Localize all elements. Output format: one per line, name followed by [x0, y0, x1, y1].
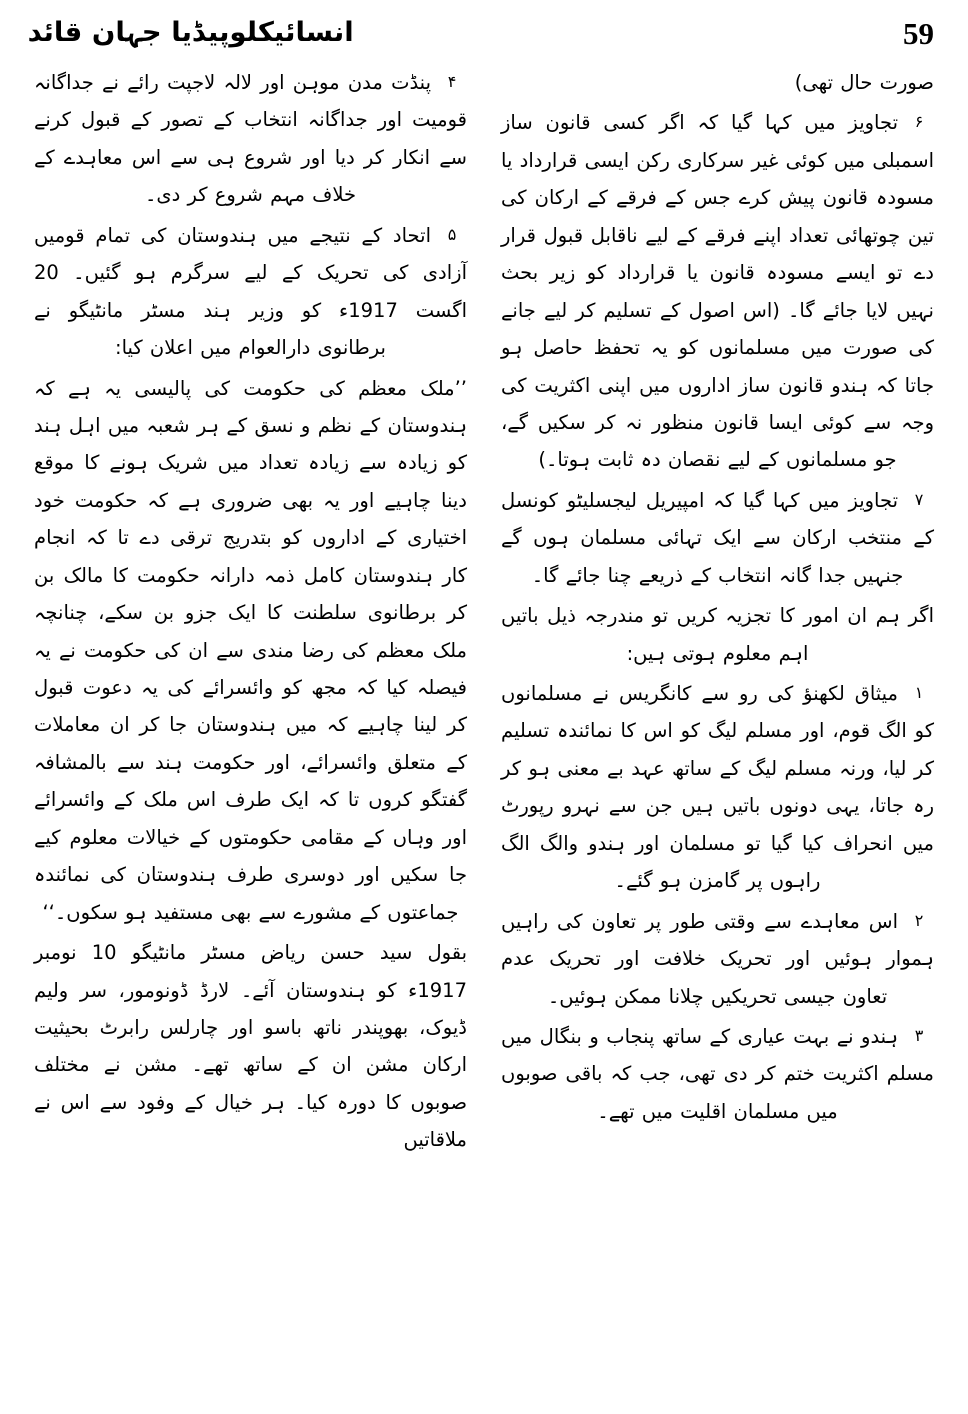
list-marker: ۳	[914, 1025, 924, 1045]
paragraph-continuation	[501, 64, 934, 101]
list-marker: ۱	[914, 683, 924, 702]
paragraph-text: تجاویز میں کہا گیا کہ امپیریل لیجسلیٹو کونسل کے منتخب ارکان سے ایک تہائی مسلمان ہوں گے جنہیں جدا گانہ انتخاب کے ذریعے چنا جائے گا۔	[501, 488, 934, 587]
paragraph-item-7	[501, 482, 934, 594]
paragraph-point-2	[501, 903, 934, 1015]
list-marker: ۶	[914, 112, 924, 132]
paragraph-item-6	[501, 104, 934, 478]
paragraph-text: اگر ہم ان امور کا تجزیہ کریں تو مندرجہ ذیل باتیں اہم معلوم ہوتی ہیں:	[501, 604, 934, 665]
column-right	[501, 64, 934, 1400]
paragraph-text: بقول سید حسن ریاض مسٹر مانٹیگو 10 نومبر 1917ء کو ہندوستان آئے۔ لارڈ ڈونومور، سر ولیم ڈیوک، بھوپندر ناتھ باسو اور چارلس رابرٹ بحیثیت ارکان مشن ان کے ساتھ تھے۔ مشن نے مختلف صوبوں کا دورہ کیا۔ ہر خیال کے وفود سے اس نے ملاقاتیں	[34, 941, 468, 1152]
list-marker: ۵	[447, 224, 457, 244]
paragraph-text: ہندو نے بہت عیاری کے ساتھ پنجاب و بنگال میں مسلم اکثریت ختم کر دی تھی، جب کہ باقی صوبوں میں مسلمان اقلیت میں تھے۔	[501, 1024, 934, 1123]
page-header	[27, 16, 934, 64]
paragraph-text: ’’ملک معظم کی حکومت کی پالیسی یہ ہے کہ ہندوستان کے نظم و نسق کے ہر شعبہ میں اہل ہند کو زیادہ سے زیادہ تعداد میں شریک ہونے کا موقع دینا چاہیے اور یہ بھی ضروری ہے کہ حکومت خود اختیاری کے اداروں کو بتدریج ترقی دے تا کہ انجام کار ہندوستان کامل ذمہ دارانہ حکومت کا مالک بن کر برطانوی سلطنت کا ایک جزو بن سکے، چنانچہ ملک معظم کی رضا مندی سے ان کی حکومت نے یہ فیصلہ کیا کہ مجھ کو وائسرائے کی یہ دعوت قبول کر لینا چاہیے کہ میں ہندوستان جا کر ان معاملات کے متعلق وائسرائے، اور حکومت ہند سے بالمشافہ گفتگو کروں تا کہ ایک طرف اس ملک کے وائسرائے اور وہاں کے مقامی حکومتوں کے خیالات معلوم کیے جا سکیں اور دوسری طرف ہندوستان کی نمائندہ جماعتوں کے مشورے سے بھی مستفید ہو سکوں۔‘‘	[34, 376, 467, 924]
page-number: 59	[903, 16, 934, 51]
list-marker: ۷	[914, 489, 924, 509]
paragraph-montagu-quote	[34, 370, 467, 932]
paragraph-point-5	[34, 217, 467, 367]
paragraph-analysis-intro	[501, 597, 934, 672]
paragraph-point-4	[34, 64, 467, 214]
paragraph-point-1	[501, 675, 934, 900]
paragraph-text: صورت حال تھی)	[794, 71, 934, 94]
paragraph-text: پنڈت مدن موہن اور لالہ لاجپت رائے نے جداگانہ قومیت اور جداگانہ انتخاب کے تصور کے قبول کرنے سے انکار کر دیا اور شروع ہی سے اس معاہدے کے خلاف مہم شروع کر دی۔	[34, 71, 467, 207]
column-left	[34, 64, 467, 1400]
paragraph-text: اس معاہدے سے وقتی طور پر تعاون کی راہیں ہموار ہوئیں اور تحریک خلافت اور تحریک عدم تعاون جیسی تحریکیں چلانا ممکن ہوئیں۔	[501, 909, 934, 1008]
paragraph-riaz-hasan	[34, 934, 467, 1159]
list-marker: ۲	[914, 910, 924, 930]
paragraph-text: اتحاد کے نتیجے میں ہندوستان کی تمام قومیں آزادی کی تحریک کے لیے سرگرم ہو گئیں۔ 20 اگست 1917ء کو وزیر ہند مسٹر مانٹیگو نے برطانوی دارالعوام میں اعلان کیا:	[34, 223, 467, 360]
list-marker: ۴	[447, 72, 457, 91]
paragraph-text: تجاویز میں کہا گیا کہ اگر کسی قانون ساز اسمبلی میں کوئی غیر سرکاری رکن ایسی قرارداد یا مسودہ قانون پیش کرے جس کے فرقے کے ارکان کی تین چوتھائی تعداد اپنے فرقے کے لیے ناقابل قبول قرار دے تو ایسے مسودہ قانون یا قرارداد کو زیر بحث نہیں لایا جائے گا۔ (اس اصول کے تسلیم کر لیے جانے کی صورت میں مسلمانوں کو یہ تحفظ حاصل ہو جاتا کہ ہندو قانون ساز اداروں میں اپنی اکثریت کی وجہ سے کوئی ایسا قانون منظور نہ کر سکیں گے، جو مسلمانوں کے لیے نقصان دہ ثابت ہوتا۔)	[501, 111, 934, 472]
paragraph-point-3	[501, 1018, 934, 1130]
text-columns	[34, 64, 934, 1400]
book-title: انسائیکلوپیڈیا جہان قائد	[27, 17, 354, 48]
paragraph-text: میثاق لکھنؤ کی رو سے کانگریس نے مسلمانوں کو الگ قوم، اور مسلم لیگ کو اس کا نمائندہ تسلیم کر لیا، ورنہ مسلم لیگ کے ساتھ عہد بے معنی ہو کر رہ جاتا، یہی دونوں باتیں ہیں جن سے نہرو رپورٹ میں انحراف کیا گیا تو مسلمان اور ہندو والگ الگ راہوں پر گامزن ہو گئے۔	[501, 682, 934, 893]
